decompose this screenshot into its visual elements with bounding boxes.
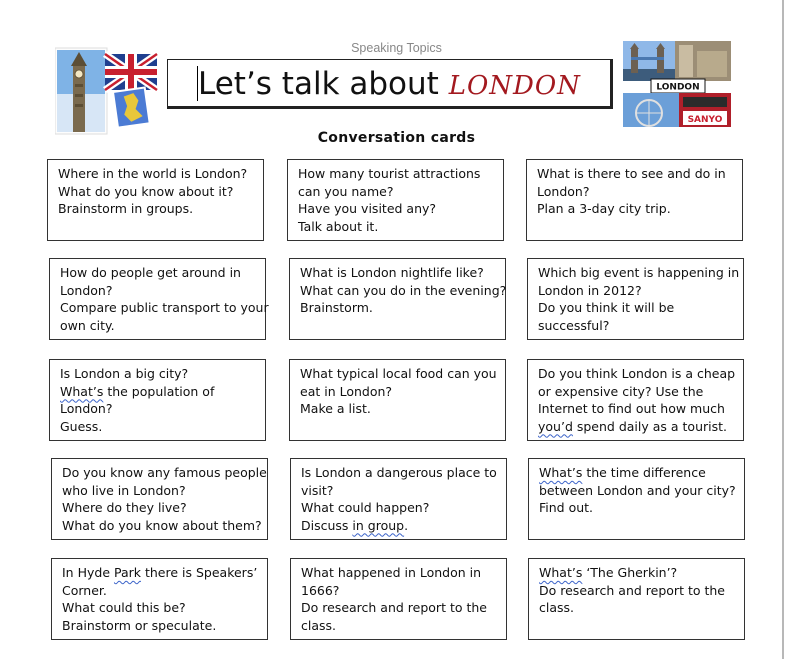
card-line: Guess.	[60, 418, 103, 434]
conversation-card	[289, 258, 506, 340]
card-line: Plan a 3-day city trip.	[537, 201, 671, 216]
card-line: class.	[539, 600, 575, 615]
card-line: visit?	[301, 482, 334, 498]
title-box[interactable]	[167, 59, 613, 109]
conversation-card	[49, 359, 266, 441]
spellcheck-word: you’d	[538, 418, 573, 434]
card-line-start: Discuss	[301, 517, 353, 533]
conversation-card	[289, 359, 506, 441]
card-line: Make a list.	[300, 401, 371, 416]
card-line: successful?	[538, 317, 610, 333]
card-line	[301, 517, 497, 535]
card-line: eat in London?	[300, 383, 393, 399]
conversation-card	[49, 258, 269, 340]
card-line: Do research and report to the	[539, 582, 725, 598]
conversation-card	[527, 258, 744, 340]
card-line: What could happen?	[301, 500, 430, 515]
conversation-card	[290, 458, 507, 540]
card-line: Do you think London is a cheap	[538, 366, 736, 381]
card-line	[60, 383, 256, 401]
spellcheck-word: What’s	[60, 383, 104, 399]
card-line: 1666?	[301, 582, 340, 598]
spellcheck-word: in group	[352, 517, 405, 533]
card-line: Which big event is happening in	[538, 265, 740, 280]
card-line-rest: the population of	[103, 383, 215, 399]
card-line: class.	[301, 617, 337, 633]
card-line: Do you know any famous people	[62, 465, 267, 480]
card-line: Where in the world is London?	[58, 166, 248, 181]
card-line-rest: spend daily as a tourist.	[572, 418, 727, 434]
big-ben-flag-image	[55, 44, 161, 136]
card-line: Find out.	[539, 500, 594, 515]
card-line: own city.	[60, 317, 115, 333]
card-line: who live in London?	[62, 482, 186, 498]
conversation-card	[528, 458, 745, 540]
card-line: London?	[60, 282, 113, 298]
card-line-rest: ‘The Gherkin’?	[582, 565, 678, 580]
card-line: Is London a dangerous place to	[301, 465, 497, 480]
card-line: What do you know about them?	[62, 517, 262, 533]
card-line: Do you think it will be	[538, 300, 675, 315]
card-line: between London and your city?	[539, 482, 736, 498]
card-line: How do people get around in	[60, 265, 241, 280]
conversation-card	[47, 159, 264, 241]
conversation-card	[527, 359, 744, 441]
card-line: London in 2012?	[538, 282, 642, 298]
conversation-card	[528, 558, 745, 640]
page-edge	[782, 0, 784, 659]
card-line: What do you know about it?	[58, 183, 234, 199]
conversation-card	[51, 558, 268, 640]
card-line	[539, 464, 735, 482]
card-line: What is London nightlife like?	[300, 265, 484, 280]
card-line: or expensive city? Use the	[538, 383, 704, 399]
card-line: What typical local food can you	[300, 366, 497, 381]
card-line-rest: the time difference	[582, 465, 706, 480]
card-line	[62, 564, 258, 582]
card-line: can you name?	[298, 183, 394, 199]
london-caption: LONDON	[656, 82, 700, 93]
header-label: Speaking Topics	[351, 41, 442, 55]
conversation-card	[290, 558, 507, 640]
card-line	[539, 564, 735, 582]
conversation-card	[287, 159, 504, 241]
card-line: Where do they live?	[62, 500, 187, 515]
card-line: Do research and report to the	[301, 600, 487, 615]
card-line: What could this be?	[62, 600, 186, 615]
spellcheck-word: What’s	[539, 565, 583, 580]
card-line: Brainstorm.	[300, 300, 373, 315]
card-line: Have you visited any?	[298, 201, 437, 216]
card-line: Talk about it.	[298, 218, 379, 234]
card-line: What happened in London in	[301, 565, 482, 580]
page-title	[198, 64, 581, 106]
card-line: What can you do in the evening?	[300, 282, 507, 298]
card-line: How many tourist attractions	[298, 166, 481, 181]
card-line: London?	[60, 401, 113, 416]
title-main: Let’s talk about	[198, 66, 439, 102]
card-line: London?	[537, 183, 590, 199]
spellcheck-word: What’s	[539, 465, 583, 480]
card-line: Internet to find out how much	[538, 401, 725, 416]
card-line: What is there to see and do in	[537, 166, 726, 181]
card-line: Compare public transport to your	[60, 300, 269, 315]
card-line: Brainstorm or speculate.	[62, 617, 217, 633]
card-line-rest: .	[404, 517, 409, 533]
conversation-card	[526, 159, 743, 241]
sanyo-sign: SANYO	[687, 115, 723, 125]
card-line-rest: there is Speakers’	[141, 565, 258, 580]
card-line: Is London a big city?	[60, 366, 189, 381]
conversation-card	[51, 458, 268, 540]
spellcheck-word: Park	[113, 565, 141, 580]
card-line	[538, 418, 734, 436]
card-line: Brainstorm in groups.	[58, 201, 194, 216]
card-line-start: In Hyde	[62, 565, 114, 580]
card-line: Corner.	[62, 582, 107, 598]
title-accent: LONDON	[448, 71, 581, 101]
section-subtitle: Conversation cards	[317, 130, 476, 146]
